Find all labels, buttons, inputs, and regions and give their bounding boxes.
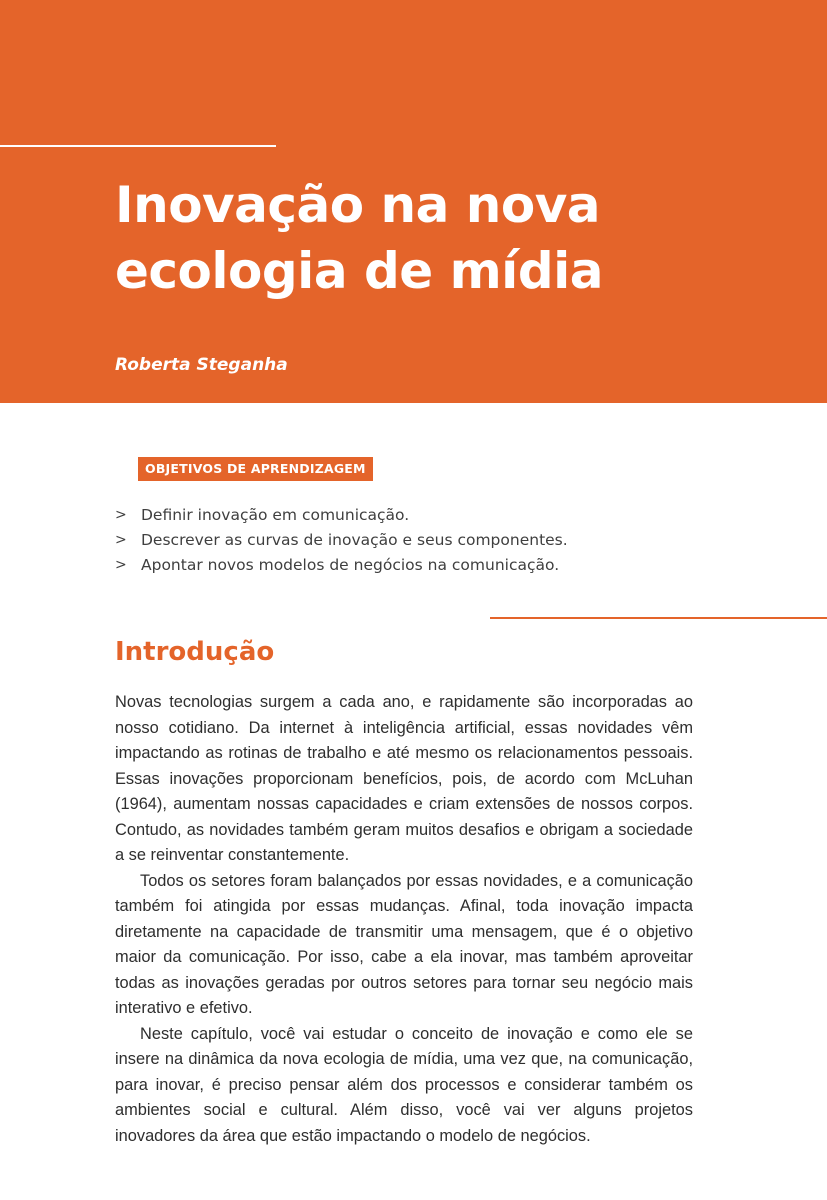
body-paragraph: Todos os setores foram balançados por essas novidades, e a comunicação também foi atingida por essas mudanças. Afinal, toda inovação impacta diretamente na capacidade de transmitir uma mensagem, que é o objetivo maior da comunicação. Por isso, cabe a ela inovar, mas também aproveitar todas as inovações geradas por outros setores para tornar seu negócio mais interativo e efetivo. (115, 871, 693, 1017)
objective-item (115, 553, 755, 578)
section-divider (490, 617, 827, 619)
objectives-label: OBJETIVOS DE APRENDIZAGEM (138, 457, 373, 481)
objective-text: Definir inovação em comunicação. (141, 506, 410, 524)
chapter-header-banner (0, 0, 827, 403)
objective-item (115, 503, 755, 528)
objective-text: Apontar novos modelos de negócios na comunicação. (141, 556, 560, 574)
author-name: Roberta Steganha (115, 355, 288, 375)
body-paragraph: Neste capítulo, você vai estudar o conceito de inovação e como ele se insere na dinâmica da nova ecologia de mídia, uma vez que, na comunicação, para inovar, é preciso pensar além dos processos e considerar também os ambientes social e cultural. Além disso, você vai ver alguns projetos inovadores da área que estão impactando o modelo de negócios. (115, 1024, 693, 1145)
chevron-right-icon: > (115, 557, 127, 573)
objective-text: Descrever as curvas de inovação e seus componentes. (141, 531, 568, 549)
chevron-right-icon: > (115, 507, 127, 523)
header-divider (0, 145, 276, 147)
objective-item (115, 528, 755, 553)
chevron-right-icon: > (115, 532, 127, 548)
section-body (115, 690, 693, 1149)
section-title: Introdução (115, 637, 275, 667)
body-paragraph: Novas tecnologias surgem a cada ano, e rapidamente são incorporadas ao nosso cotidiano. Da internet à inteligência artificial, essas novidades vêm impactando as rotinas de trabalho e até mesmo os relacionamentos pessoais. Essas inovações proporcionam benefícios, pois, de acordo com McLuhan (1964), aumentam nossas capacidades e criam extensões de nossos corpos. Contudo, as novidades também geram muitos desafios e obrigam a sociedade a se reinventar constantemente. (115, 693, 693, 864)
objectives-list (115, 503, 755, 578)
chapter-title: Inovação na nova ecologia de mídia (115, 176, 603, 300)
